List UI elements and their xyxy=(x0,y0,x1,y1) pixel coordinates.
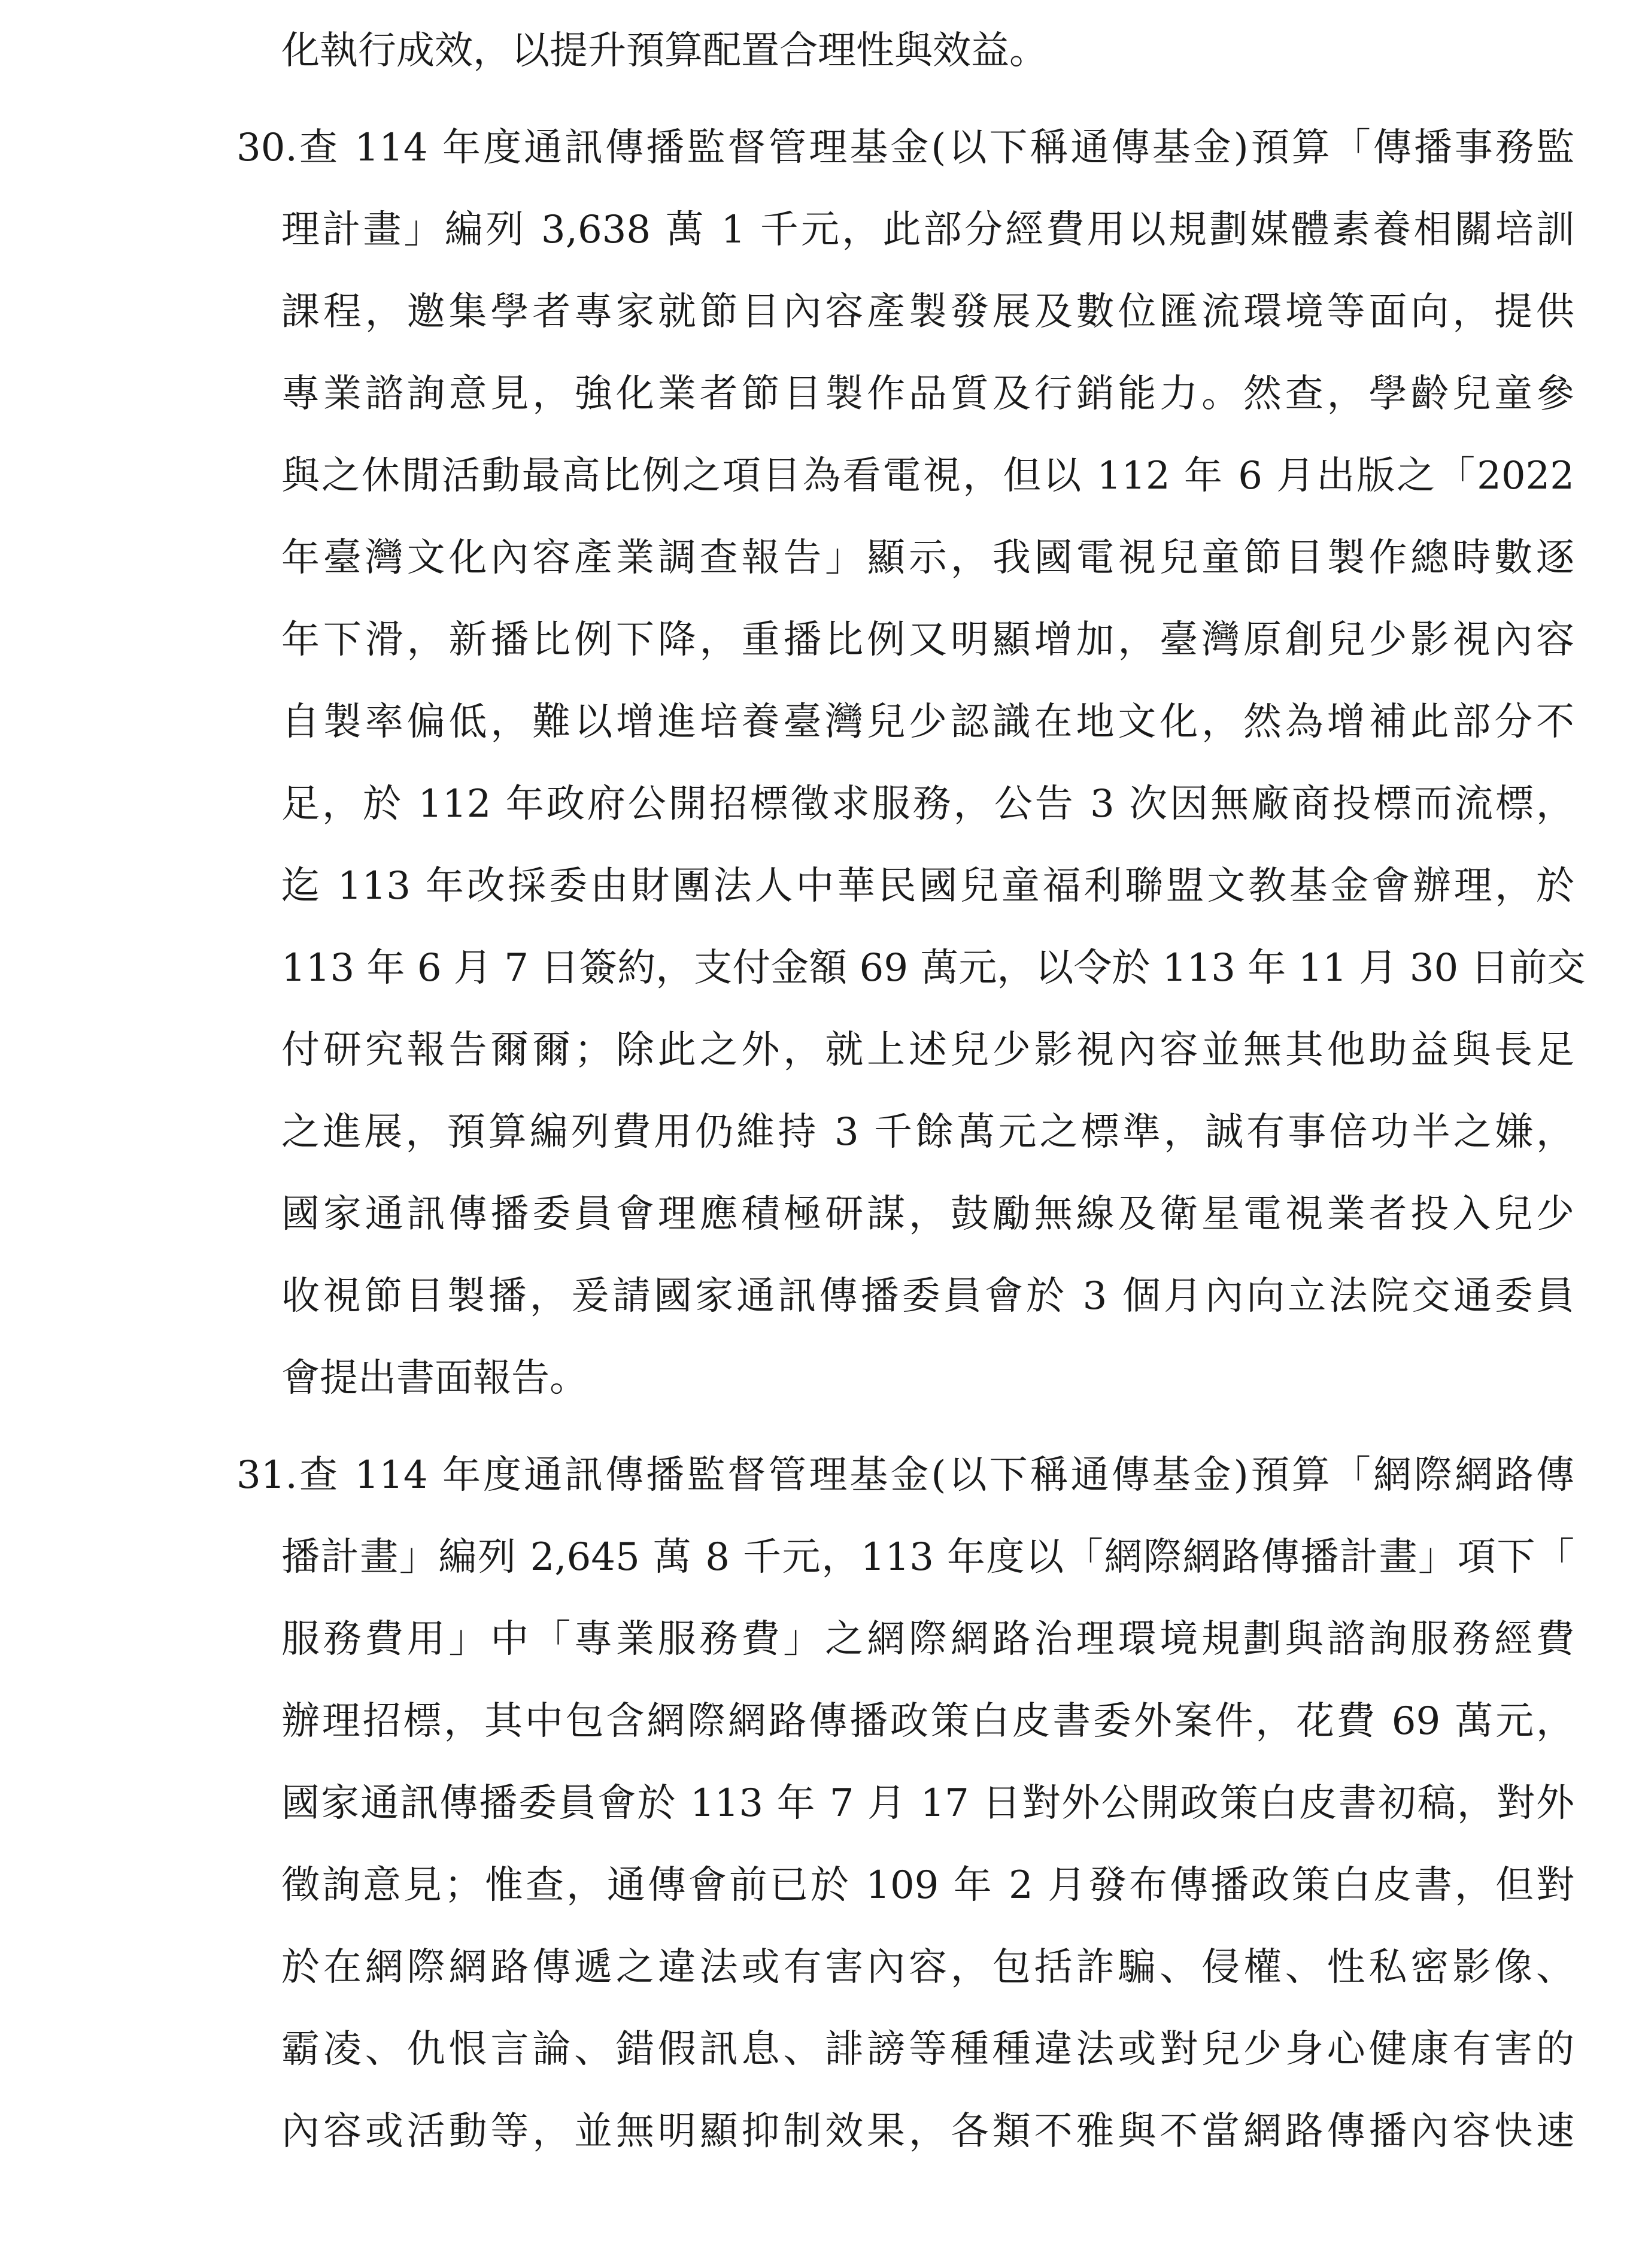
item-31-line-8: 霸凌、仇恨言論、錯假訊息、誹謗等種種違法或對兒少身心健康有害的 xyxy=(281,2027,1574,2072)
item-30-line-2: 理計畫」編列 3,638 萬 1 千元，此部分經費用以規劃媒體素養相關培訓 xyxy=(281,208,1574,252)
item-30-line-15: 收視節目製播，爰請國家通訊傳播委員會於 3 個月內向立法院交通委員 xyxy=(281,1274,1574,1318)
item-31-line-9: 內容或活動等，並無明顯抑制效果，各類不雅與不當網路傳播內容快速 xyxy=(281,2109,1574,2154)
item-31-line-7: 於在網際網路傳遞之違法或有害內容，包括詐騙、侵權、性私密影像、 xyxy=(281,1945,1574,1990)
item-30-line-7: 年下滑，新播比例下降，重播比例又明顯增加，臺灣原創兒少影視內容 xyxy=(281,618,1574,662)
item-31-number: 31. xyxy=(236,1453,298,1497)
item-30-line-14: 國家通訊傳播委員會理應積極研謀，鼓勵無線及衛星電視業者投入兒少 xyxy=(281,1192,1574,1236)
item-30-line-4: 專業諮詢意見，強化業者節目製作品質及行銷能力。然查，學齡兒童參 xyxy=(281,372,1574,416)
item-30-line-10: 迄 113 年改採委由財團法人中華民國兒童福利聯盟文教基金會辦理，於 xyxy=(281,864,1574,908)
lead-line-1: 化執行成效，以提升預算配置合理性與效益。 xyxy=(281,29,1048,73)
item-31-line-1: 查 114 年度通訊傳播監督管理基金(以下稱通傳基金)預算「網際網路傳 xyxy=(299,1453,1574,1497)
item-30-line-6: 年臺灣文化內容產業調查報告」顯示，我國電視兒童節目製作總時數逐 xyxy=(281,536,1574,580)
item-30-line-12: 付研究報告爾爾；除此之外，就上述兒少影視內容並無其他助益與長足 xyxy=(281,1028,1574,1072)
item-30-line-16: 會提出書面報告。 xyxy=(281,1356,588,1400)
item-31-line-5: 國家通訊傳播委員會於 113 年 7 月 17 日對外公開政策白皮書初稿，對外 xyxy=(281,1781,1574,1826)
item-30-line-11: 113 年 6 月 7 日簽約，支付金額 69 萬元，以令於 113 年 11 月 30 日前交 xyxy=(281,946,1586,990)
item-30-line-8: 自製率偏低，難以增進培養臺灣兒少認識在地文化，然為增補此部分不 xyxy=(281,700,1574,744)
item-31-line-6: 徵詢意見；惟查，通傳會前已於 109 年 2 月發布傳播政策白皮書，但對 xyxy=(281,1863,1574,1908)
item-30-line-9: 足，於 112 年政府公開招標徵求服務，公告 3 次因無廠商投標而流標， xyxy=(281,782,1574,826)
item-31-line-2: 播計畫」編列 2,645 萬 8 千元，113 年度以「網際網路傳播計畫」項下「 xyxy=(281,1535,1574,1579)
item-30-line-5: 與之休閒活動最高比例之項目為看電視，但以 112 年 6 月出版之「2022 xyxy=(281,454,1574,498)
item-30-number: 30. xyxy=(236,126,298,170)
item-31-line-4: 辦理招標，其中包含網際網路傳播政策白皮書委外案件，花費 69 萬元， xyxy=(281,1699,1574,1744)
item-30-line-13: 之進展，預算編列費用仍維持 3 千餘萬元之標準，誠有事倍功半之嫌， xyxy=(281,1110,1574,1154)
item-30-line-3: 課程，邀集學者專家就節目內容產製發展及數位匯流環境等面向，提供 xyxy=(281,290,1574,334)
item-30-line-1: 查 114 年度通訊傳播監督管理基金(以下稱通傳基金)預算「傳播事務監 xyxy=(299,126,1574,170)
item-31-line-3: 服務費用」中「專業服務費」之網際網路治理環境規劃與諮詢服務經費 xyxy=(281,1617,1574,1661)
